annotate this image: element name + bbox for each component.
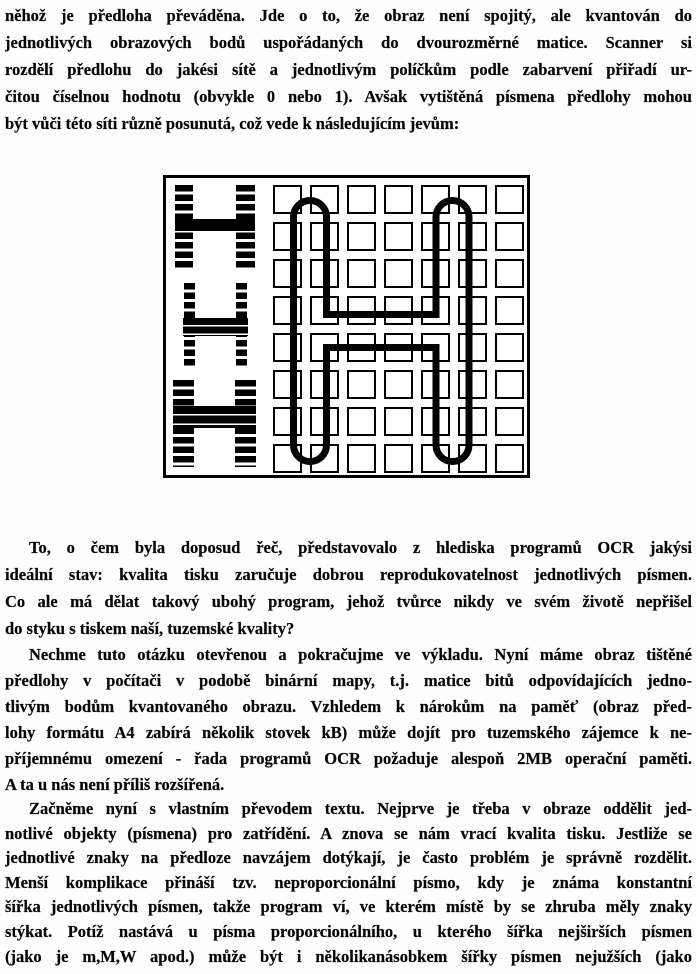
h-crossbar [183,318,248,336]
grid-cell [421,259,450,288]
grid-cell [421,370,450,399]
grid-cell [421,333,450,362]
paragraph-print-quality [5,534,692,642]
grid-cell [495,370,524,399]
grid-cell [347,296,376,325]
text-line: být vůči této síti různě posunutá, což vede k následujícím jevům: [5,114,460,133]
h-crossbar [175,219,255,231]
grid-cell [310,222,339,251]
grid-cell [458,185,487,214]
grid-cell [495,444,524,473]
text-line: Menší komplikace přináší tzv. neproporcionální písmo, kdy je známa konstantní [5,872,692,892]
grid-cell [273,407,302,436]
text-line: A ta u nás není příliš rozšířená. [5,775,225,794]
grid-cell [495,407,524,436]
text-line: příjemnému omezení - řada programů OCR požaduje alespoň 2MB operační paměti. [5,749,692,768]
grid-cell [495,222,524,251]
grid-cell [347,444,376,473]
grid-cell [347,259,376,288]
grid-cell [347,407,376,436]
grid-cell [273,370,302,399]
grid-cell [273,333,302,362]
grid-cell [273,185,302,214]
paragraph-quantization [5,2,692,137]
grid-cell [384,185,413,214]
grid-cell [458,333,487,362]
text-line: do styku s tiskem naší, tuzemské kvality? [5,619,295,638]
printed-letter-h-3 [173,380,256,467]
grid-cell [421,444,450,473]
grid-cell [421,222,450,251]
grid-cell [384,370,413,399]
text-line: To, o čem byla doposud řeč, představovalo z hlediska programů OCR jakýsi [29,538,692,557]
grid-cell [384,222,413,251]
grid-cell [495,296,524,325]
text-line: Co ale má dělat takový ubohý program, jehož tvůrce nikdy ve svém životě nepřišel [5,592,692,611]
grid-cell [310,370,339,399]
grid-cell [458,296,487,325]
grid-cell [273,259,302,288]
text-line: čitou číselnou hodnotu (obvykle 0 nebo 1). Avšak vytištěná písmena předlohy mohou [5,87,692,106]
grid-cell [347,185,376,214]
text-line: tlivým bodům kvantovaného obrazu. Vzhledem k nárokům na paměť (obraz před- [5,697,692,716]
printed-letter-h-1 [175,185,255,270]
grid-cell [310,444,339,473]
grid-cell [347,333,376,362]
grid-cell [384,407,413,436]
grid-cell [458,259,487,288]
grid-cell [347,370,376,399]
grid-cell [273,222,302,251]
grid-cell [421,407,450,436]
text-line: jednotlivých obrazových bodů uspořádaných do dvourozměrné matice. Scanner si [5,33,692,52]
grid-cell [273,444,302,473]
scanner-pixel-grid [273,185,524,473]
grid-cell [384,444,413,473]
text-line: notlivé objekty (písmena) pro zatřídění. A znova se nám vrací kvalita tisku. Jestliže se [5,823,692,843]
text-line: (jako je m,M,W apod.) může být i několikanásobkem šířky písmen nejužších (jako [5,946,692,966]
grid-cell [384,333,413,362]
grid-cell [458,222,487,251]
text-line: stýkat. Potíž nastává u písma proporcionálního, u kterého šířka nejširších písmen [5,921,692,941]
printed-letter-h-2 [183,283,248,368]
figure-letter-h-grid [163,175,530,478]
paragraph-segmentation [5,797,692,969]
text-line: rozdělí předlohu do jakési sítě a jednotlivým políčkům podle zabarvení přiřadí ur- [5,60,692,79]
grid-cell [495,185,524,214]
text-line: ideální stav: kvalita tisku zaručuje dobrou reprodukovatelnost jednotlivých písmen. [5,565,692,584]
grid-cell [495,333,524,362]
h-crossbar [173,406,256,428]
grid-cell [458,444,487,473]
grid-cell [458,407,487,436]
grid-cell [310,185,339,214]
grid-cell [384,259,413,288]
text-line: Začněme nyní s vlastním převodem textu. Nejprve je třeba v obraze oddělit jed- [29,799,692,818]
grid-cell [421,185,450,214]
grid-cell [347,222,376,251]
text-line: předlohy v počítači v podobě binární mapy, t.j. matice bitů odpovídajících jedno- [5,671,692,690]
paragraph-memory [5,642,692,798]
grid-cell [310,407,339,436]
grid-cell [310,333,339,362]
grid-cell [273,296,302,325]
text-line: lohy formátu A4 zabírá několik stovek kB) může dojít pro tuzemského zájemce k ne- [5,723,692,742]
grid-cell [310,259,339,288]
text-line: šířka jednotlivých písmen, takže program ví, ve kterém místě by se zhruba měly znaky [5,897,692,917]
text-line: Nechme tuto otázku otevřenou a pokračujme ve výkladu. Nyní máme obraz tištěné [29,645,692,664]
grid-cell [310,296,339,325]
grid-cell [458,370,487,399]
text-line: jednotlivé znaky na předloze navzájem dotýkají, je často problém je správně rozdělit. [5,848,692,868]
grid-cell [421,296,450,325]
grid-cell [384,296,413,325]
text-line: něhož je předloha převáděna. Jde o to, že obraz není spojitý, ale kvantován do [5,6,692,25]
grid-cell [495,259,524,288]
